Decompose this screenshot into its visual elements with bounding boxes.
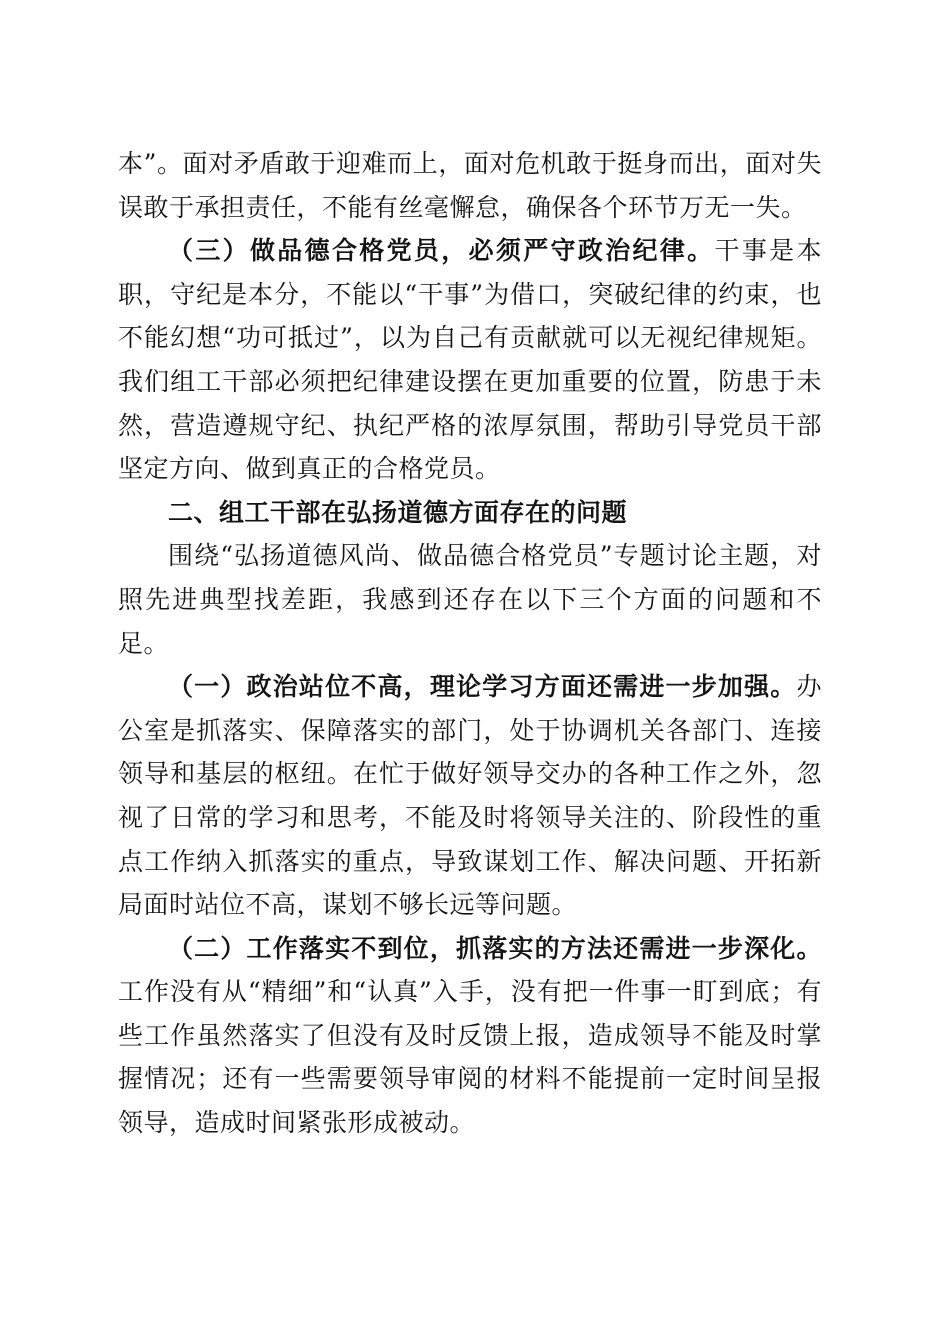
paragraph-body-text: 干事是本职，守纪是本分，不能以“干事”为借口，突破纪律的约束，也不能幻想“功可抵过”，以为自己有贡献就可以无视纪律规矩。我们组工干部必须把纪律建设摆在更加重要的位置，防患于未然，营造遵规守纪、执纪严格的浓厚氛围，帮助引导党员干部坚定方向、做到真正的合格党员。 bbox=[118, 236, 822, 484]
paragraph-lead-text: （二）工作落实不到位，抓落实的方法还需进一步深化。 bbox=[168, 933, 822, 963]
document-page bbox=[118, 142, 822, 1145]
paragraph-lead-text: （一）政治站位不高，理论学习方面还需进一步加强。 bbox=[168, 672, 797, 702]
paragraph-body-text: 工作没有从“精细”和“认真”入手，没有把一件事一盯到底；有些工作虽然落实了但没有及时反馈上报，造成领导不能及时掌握情况；还有一些需要领导审阅的材料不能提前一定时间呈报领导，造成时间紧张形成被动。 bbox=[118, 977, 822, 1138]
paragraph-implementation bbox=[118, 927, 822, 1145]
paragraph-continuation: 本”。面对矛盾敢于迎难而上，面对危机敢于挺身而出，面对失误敢于承担责任，不能有丝毫懈怠，确保各个环节万无一失。 bbox=[118, 149, 822, 222]
paragraph-body-text: 办公室是抓落实、保障落实的部门，处于协调机关各部门、连接领导和基层的枢纽。在忙于做好领导交办的各种工作之外，忽视了日常的学习和思考，不能及时将领导关注的、阶段性的重点工作纳入抓落实的重点，导致谋划工作、解决问题、开拓新局面时站位不高，谋划不够长远等问题。 bbox=[118, 672, 822, 920]
paragraph-discipline bbox=[118, 229, 822, 491]
paragraph-lead-text: （三）做品德合格党员，必须严守政治纪律。 bbox=[168, 236, 715, 266]
section-heading: 二、组工干部在弘扬道德方面存在的问题 bbox=[168, 497, 628, 527]
paragraph-intro: 围绕“弘扬道德风尚、做品德合格党员”专题讨论主题，对照先进典型找差距，我感到还存在以下三个方面的问题和不足。 bbox=[118, 541, 822, 658]
paragraph-political-stance bbox=[118, 665, 822, 927]
